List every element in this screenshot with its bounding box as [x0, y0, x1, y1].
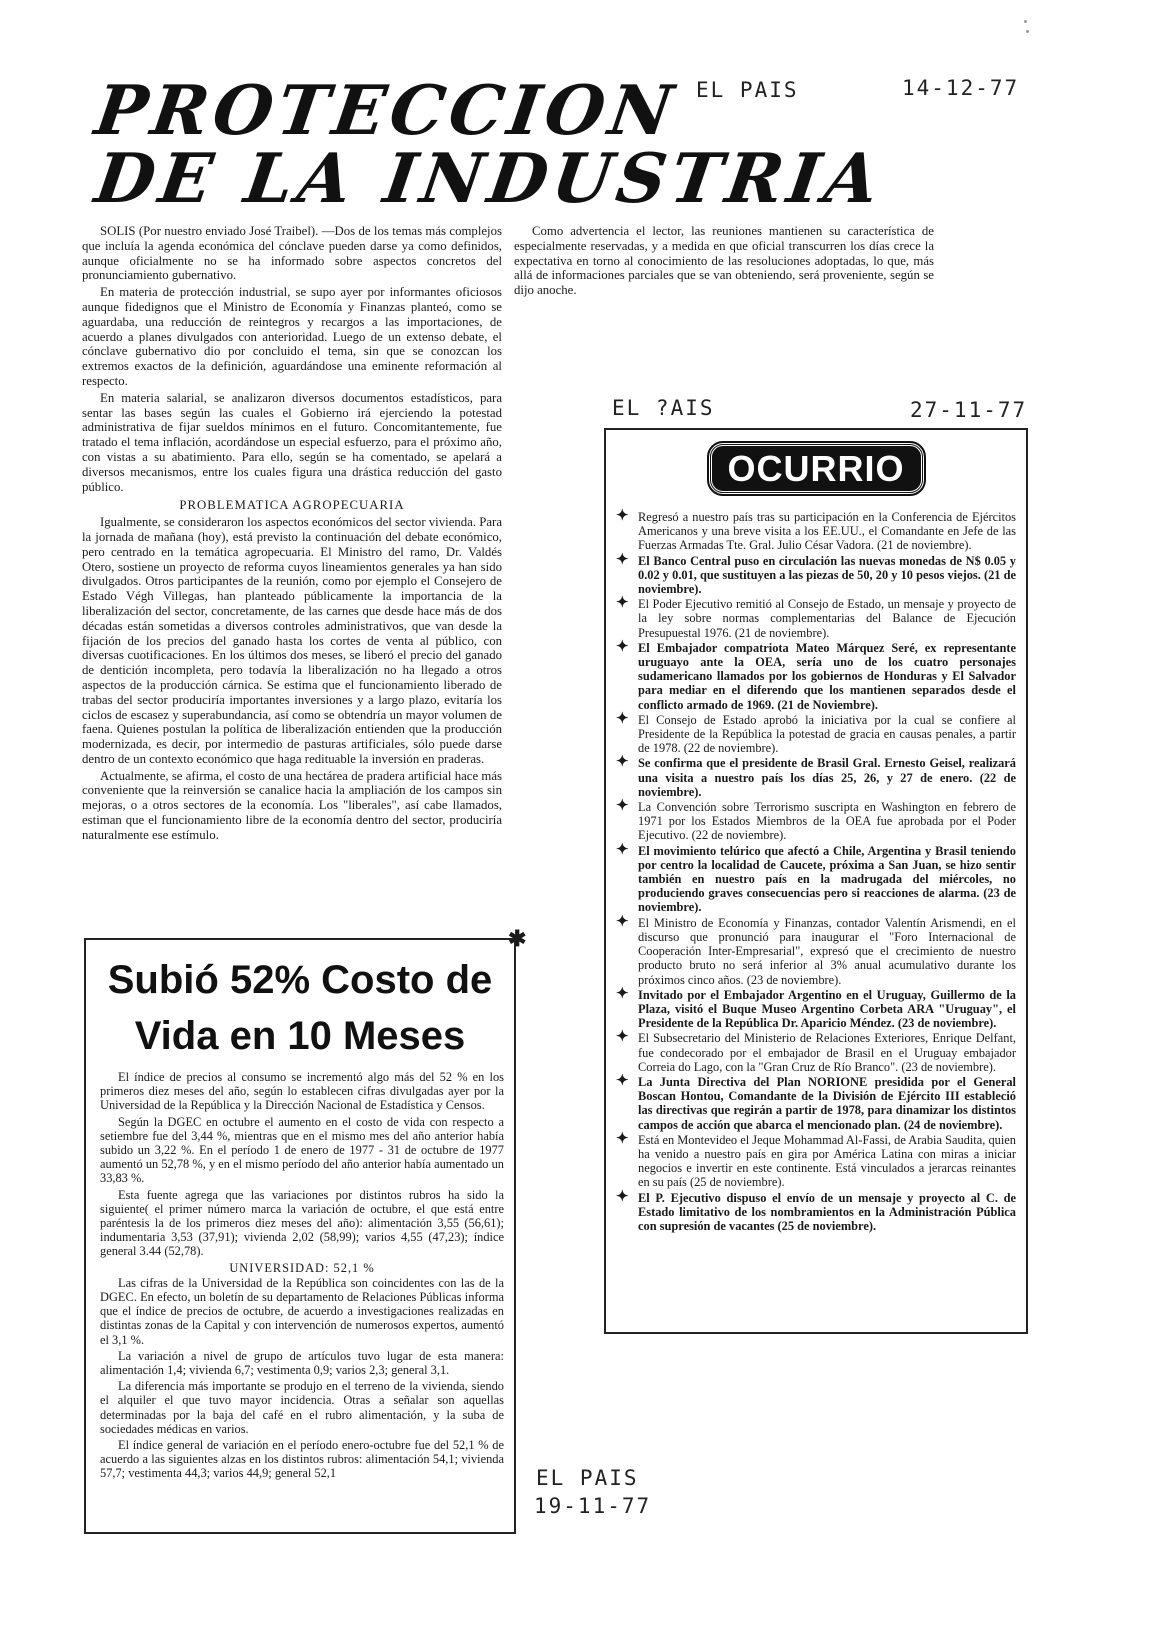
- item-text: El movimiento telúrico que afectó a Chile, Argentina y Brasil teniendo por centro la localidad de Caucete, próxima a San Juan, se hizo sentir también en nuestro país en la madrugada del miércoles, no produciendo graves consecuencias pero si reacciones de alarma. (23 de noviembre).: [638, 843, 1016, 915]
- paragraph: En materia salarial, se analizaron diversos documentos estadísticos, para sentar las bases según las cuales el Gobierno irá ejerciendo la potestad administrativa de fijar sueldos mínimos en el futuro. Concomitantemente, fue tratado el tema inflación, acordándose un especial esfuerzo, para el próximo año, con vistas a su abatimiento. Para ello, según se ha comentado, se apelará a diversos mecanismos, entre los cuales figura una drástica reducción del gasto público.: [82, 390, 502, 494]
- paragraph: La variación a nivel de grupo de artículos tuvo lugar de esta manera: alimentación 1,4; vivienda 6,7; vestimenta 0,9; varios 2,3; general 3,1.: [100, 1348, 504, 1378]
- cross-bullet-icon: ✦: [616, 1029, 629, 1046]
- handwritten-source-mid: EL ?AIS: [612, 396, 715, 420]
- list-item: [614, 1072, 1016, 1132]
- headline-line-2: DE LA INDUSTRIA: [90, 139, 889, 219]
- item-text: El P. Ejecutivo dispuso el envío de un mensaje y proyecto al C. de Estado limitativo de los nombramientos en la Administración Pública con supresión de vacantes (25 de noviembre).: [638, 1190, 1016, 1233]
- item-text: El Banco Central puso en circulación las nuevas monedas de N$ 0.05 y 0.02 y 0.01, que sustituyen a las piezas de 50, 20 y 10 pesos viejos. (21 de noviembre).: [638, 553, 1016, 597]
- article-ocurrio-box: [604, 428, 1028, 1334]
- list-item: [614, 913, 1016, 987]
- item-text: El Consejo de Estado aprobó la iniciativa por la cual se confiere al Presidente de la República la potestad de gracia en causas penales, a partir de 1978. (22 de noviembre).: [638, 712, 1016, 756]
- cross-bullet-icon: ✦: [616, 754, 629, 771]
- list-item: [614, 510, 1016, 553]
- headline-line-1: PROTECCION: [90, 71, 683, 151]
- article-protection-left-column: [82, 224, 502, 845]
- handwritten-source-bottom: EL PAIS: [536, 1466, 639, 1490]
- list-item: [614, 756, 1016, 799]
- paragraph: Esta fuente agrega que las variaciones por distintos rubros ha sido la siguiente( el primer número marca la variación de octubre, el que está entre paréntesis la de los primeros diez meses del año): alimentación 3,55 (56,61); indumentaria 3,53 (37,91); vivienda 2,02 (58,99); varios 4,55 (47,23); índice general 3.44 (52,78).: [100, 1187, 504, 1259]
- ocurrio-news-list: [606, 510, 1026, 1233]
- ocurrio-title: OCURRIO: [709, 443, 924, 494]
- paragraph: El índice de precios al consumo se incrementó algo más del 52 % en los primeros diez meses del año, según lo establecen cifras divulgadas ayer por la Universidad de la República y la Dirección Nacional de Estadística y Censos.: [100, 1070, 504, 1113]
- cross-bullet-icon: ✦: [616, 1072, 629, 1089]
- list-item: [614, 1031, 1016, 1074]
- item-text: Regresó a nuestro país tras su participación en la Conferencia de Ejércitos Americanos y una breve visita a los EE.UU., el Comandante en Jefe de las Fuerzas Armadas Tte. Gral. Julio César Vadora. (21 de noviembre).: [638, 510, 1016, 553]
- speck: [1024, 20, 1027, 23]
- paragraph: El índice general de variación en el período enero-octubre fue del 52,1 % de acuerdo a las siguientes alzas en los distintos rubros: alimentación 54,1; vivienda 57,7; vestimenta 44,3; varios 44,9; general 52,1: [100, 1438, 504, 1481]
- speck: [1026, 30, 1029, 33]
- cross-bullet-icon: ✦: [616, 595, 629, 612]
- item-text: Invitado por el Embajador Argentino en el Uruguay, Guillermo de la Plaza, visitó el Buque Museo Argentino Corbeta ARA "Uruguay", el Presidente de la República Dr. Aparicio Méndez. (23 de noviembre).: [638, 987, 1016, 1031]
- handwritten-date-top: 14-12-77: [902, 76, 1020, 100]
- paragraph: Como advertencia el lector, las reuniones mantienen su característica de especialmente reservadas, y a medida en que oficial transcurren los días crece la expectativa en torno al conocimiento de las resoluciones adoptadas, lo que, más allá de informaciones parciales que se van obteniendo, será proveniente, según se dijo anoche.: [514, 224, 934, 298]
- article-cost-of-living-box: [84, 926, 527, 1534]
- cross-bullet-icon: ✦: [616, 1130, 629, 1147]
- list-item: [614, 638, 1016, 712]
- cross-bullet-icon: ✦: [616, 551, 629, 568]
- item-text: La Convención sobre Terrorismo suscripta en Washington en febrero de 1971 por los Estados Miembros de la OEA fue aprobada por el Poder Ejecutivo. (22 de noviembre).: [638, 800, 1016, 843]
- item-text: Está en Montevideo el Jeque Mohammad Al-Fassi, de Arabia Saudita, quien ha venido a nuestro país en gira por América Latina con miras a iniciar negocios e invertir en este continente. Está vinculados a jerarcas reinantes en su país (25 de noviembre).: [638, 1132, 1016, 1190]
- paragraph: Igualmente, se consideraron los aspectos económicos del sector vivienda. Para la jornada de mañana (hoy), está previsto la continuación del debate económico, pero centrado en la temática agropecuaria. El Ministro del ramo, Dr. Valdés Otero, sostiene un proyecto de reforma cuyos lineamientos generales ya han sido divulgados. Otros participantes de la reunión, como por ejemplo el Consejero de Estado Végh Villegas, han planteado públicamente la importancia de la liberalización del sector, concretamente, de las carnes que desde hace más de dos décadas están sometidas a diversos controles administrativos, que van desde la fijación de los precios del ganado hasta los cortes de venta al público, con diversas cuotificaciones. En los últimos dos meses, se liberó el precio del ganado de dentición incompleta, pero todavía la liberalización no ha llegado a otros aspectos de la producción cárnica. Se estima que el funcionamiento liberado de trabas del sector produciría importantes inversiones y a largo plazo, evitaría los ciclos de escasez y superabundancia, así como se obtendría un mayor volumen de faena. Quienes postulan la política de liberalización entienden que la producción modernizada, es decir, por intermedio de pasturas artificiales, sólo puede darse dentro de un contexto económico que haga redituable la inversión en praderas.: [82, 515, 502, 766]
- article-protection-right-column: [514, 224, 934, 300]
- cross-bullet-icon: ✦: [616, 985, 629, 1002]
- subheading-university: UNIVERSIDAD: 52,1 %: [229, 1260, 375, 1275]
- paragraph: La diferencia más importante se produjo en el terreno de la vivienda, siendo el alquiler el que tuvo mayor incidencia. Otras a señalar son aquellas determinadas por la baja del café en el rubro alimentación, y la suba de sociedades médicas en varios.: [100, 1379, 504, 1436]
- list-item: [614, 800, 1016, 843]
- item-text: La Junta Directiva del Plan NORIONE presidida por el General Boscan Hontou, Comandante de la División de Ejército III estableció las directivas que regirán a partir de 1978, para dinamizar los distintos campos de acción que abarca el mencionado plan. (24 de noviembre).: [638, 1074, 1016, 1132]
- item-text: El Embajador compatriota Mateo Márquez Seré, ex representante uruguayo ante la OEA, sería uno de los cuatro personajes sudamericano llamados por los gobiernos de Honduras y El Salvador para mediar en el diferendo que los mantienen separados desde el conflicto armado de 1969. (21 de Noviembre).: [638, 640, 1016, 712]
- cross-bullet-icon: ✦: [616, 508, 629, 524]
- list-item: [614, 985, 1016, 1031]
- item-text: El Ministro de Economía y Finanzas, contador Valentín Arismendi, en el discurso que pronunció para inaugurar el "Foro Internacional de Cooperación Inter-Empresarial", expresó que el crecimiento de nuestro producto bruto no será inferior al 3% anual acumulativo durante los próximos cinco años. (23 de noviembre).: [638, 915, 1016, 987]
- handwritten-source-top: EL PAIS: [696, 78, 799, 102]
- cost-title-line-2: Vida en 10 Meses: [134, 1014, 466, 1058]
- cost-title-line-1: Subió 52% Costo de: [107, 958, 493, 1002]
- cross-bullet-icon: ✦: [616, 638, 629, 655]
- cross-bullet-icon: ✦: [616, 913, 629, 930]
- paragraph: SOLIS (Por nuestro enviado José Traibel). —Dos de los temas más complejos que incluía la agenda económica del cónclave pueden darse ya como definidos, aunque oficialmente no se ha informado sobre aspectos concretos del pronunciamiento gubernativo.: [82, 224, 502, 283]
- list-item: [614, 710, 1016, 756]
- cross-bullet-icon: ✦: [616, 798, 629, 815]
- list-item: [614, 841, 1016, 915]
- list-item: [614, 1130, 1016, 1190]
- cross-bullet-icon: ✦: [616, 841, 629, 858]
- item-text: El Subsecretario del Ministerio de Relaciones Exteriores, Enrique Delfant, fue condecorado por el embajador de Brasil en el Uruguay embajador Correia do Lago, con la "Gran Cruz de Río Branco". (23 de noviembre).: [638, 1031, 1016, 1074]
- handwritten-date-bottom: 19-11-77: [534, 1494, 652, 1518]
- list-item: [614, 1188, 1016, 1234]
- handwritten-date-mid: 27-11-77: [910, 398, 1028, 422]
- asterisk-mark: ✱: [508, 926, 527, 951]
- paragraph: Las cifras de la Universidad de la República son coincidentes con las de la DGEC. En efecto, un boletín de su departamento de Relaciones Públicas informa que el índice de precios de octubre, de acuerdo a investigaciones realizadas en distintas zonas de la Capital y con intervención de numerosos expertos, aumentó el 3,1 %.: [100, 1275, 504, 1347]
- paragraph: En materia de protección industrial, se supo ayer por informantes oficiosos aunque fidedignos que el Ministro de Economía y Finanzas planteó, como se aguardaba, una reducción de reintegros y recargos a las importaciones, de acuerdo a planes divulgados con anterioridad. Luego de un extenso debate, el cónclave gubernativo dio por concluido el tema, sin que se conozcan los extremos exactos de la definición, aguardándose una eminente reformación al respecto.: [82, 285, 502, 388]
- list-item: [614, 597, 1016, 640]
- item-text: Se confirma que el presidente de Brasil Gral. Ernesto Geisel, realizará una visita a nuestro país los días 25, 26, y 27 de enero. (22 de noviembre).: [638, 756, 1016, 799]
- item-text: El Poder Ejecutivo remitió al Consejo de Estado, un mensaje y proyecto de la ley sobre normas complementarias del Balance de Ejecución Presupuestal 1976. (21 de noviembre).: [638, 597, 1016, 640]
- paragraph: Actualmente, se afirma, el costo de una hectárea de pradera artificial hace más conveniente que la reinversión se canalice hacia la ampliación de los campos sin mejoras, o a otros sectores de la economía. Los "liberales", así cabe llamados, estiman que el funcionamiento libre de la economía dentro del sector, produciría naturalmente ese estímulo.: [82, 768, 502, 842]
- cross-bullet-icon: ✦: [616, 1188, 629, 1205]
- list-item: [614, 551, 1016, 597]
- paragraph: Según la DGEC en octubre el aumento en el costo de vida con respecto a setiembre fue del 3,44 %, mientras que en el mismo mes del año anterior había subido un 3,22 %. En el período 1 de enero de 1977 - 31 de octubre de 1977 aumentó un 52,78 %, y en el mismo período del año anterior había aumentado un 33,83 %.: [100, 1114, 504, 1186]
- cost-article-body: [86, 1064, 514, 1481]
- cross-bullet-icon: ✦: [616, 710, 629, 727]
- subheading-agro: PROBLEMATICA AGROPECUARIA: [179, 498, 405, 513]
